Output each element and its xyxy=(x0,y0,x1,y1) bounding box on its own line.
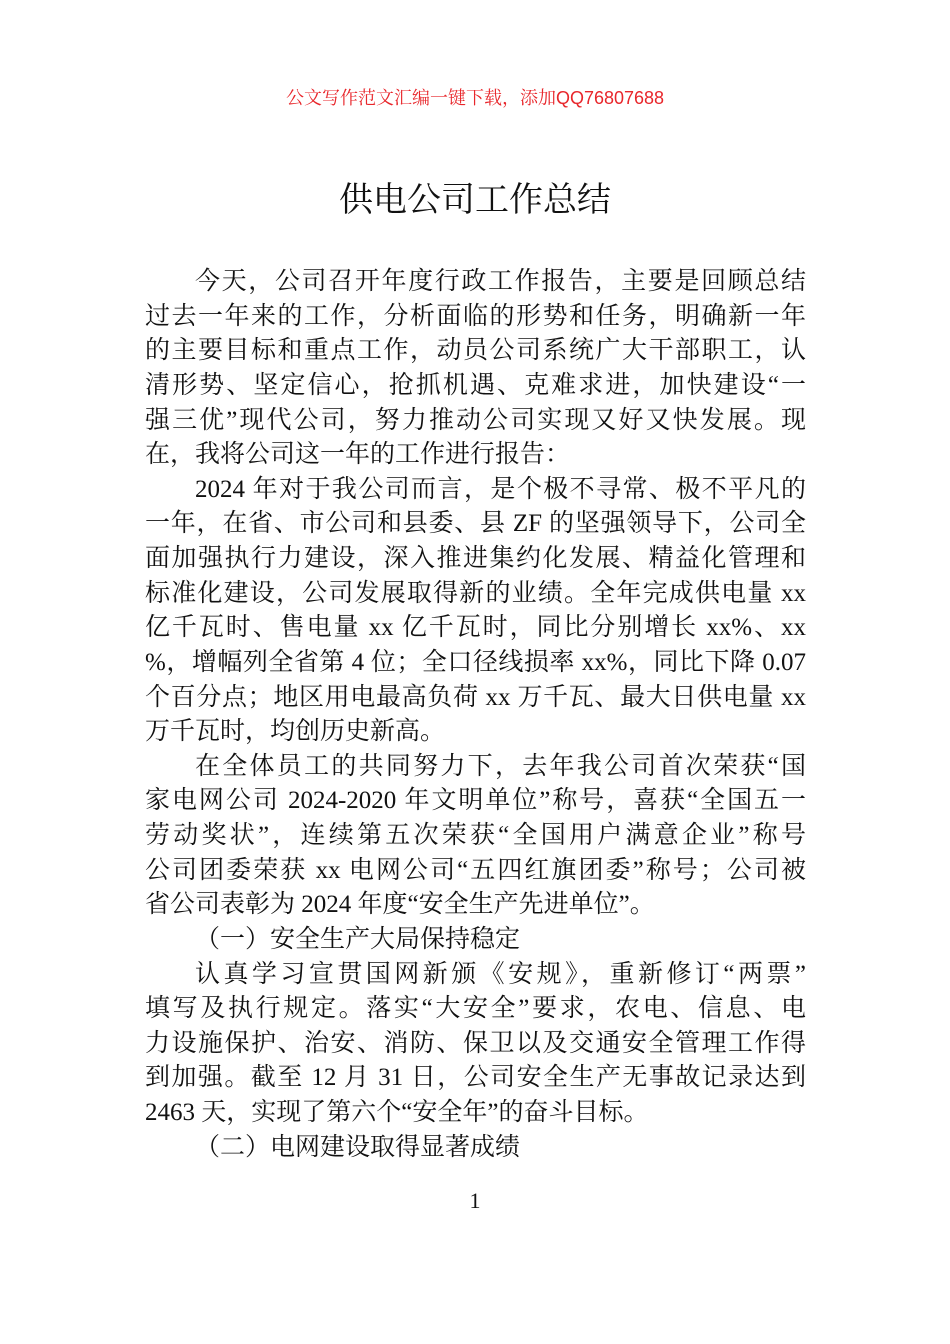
text-line: 过去一年来的工作，分析面临的形势和任务，明确新一年 xyxy=(145,302,806,330)
text-line: 公司团委荣获 xx 电网公司“五四红旗团委”称号；公司被 xyxy=(145,856,806,884)
text-line: 万千瓦时，均创历史新高。 xyxy=(145,718,446,746)
text-line: 劳动奖状”，连续第五次荣获“全国用户满意企业”称号 xyxy=(145,822,806,849)
text-line: 今天，公司召开年度行政工作报告，主要是回顾总结 xyxy=(195,268,806,295)
section-heading xyxy=(145,923,806,958)
text-line: 面加强执行力建设，深入推进集约化发展、精益化管理和 xyxy=(145,545,806,572)
text-line: %，增幅列全省第 4 位；全口径线损率 xx%，同比下降 0.07 xyxy=(145,648,806,676)
paragraph xyxy=(145,265,806,473)
text-line: 家电网公司 2024-2020 年文明单位”称号，喜获“全国五一 xyxy=(145,787,806,815)
text-line: 一年，在省、市公司和县委、县 ZF 的坚强领导下，公司全 xyxy=(145,510,806,538)
section-heading xyxy=(145,1131,806,1166)
text-line: 个百分点；地区用电最高负荷 xx 万千瓦、最大日供电量 xx xyxy=(145,683,806,711)
text-line: 到加强。截至 12 月 31 日，公司安全生产无事故记录达到 xyxy=(145,1064,806,1092)
text-line: 力设施保护、治安、消防、保卫以及交通安全管理工作得 xyxy=(145,1029,806,1057)
text-line: 在全体员工的共同努力下，去年我公司首次荣获“国 xyxy=(195,752,806,780)
text-line: 省公司表彰为 2024 年度“安全生产先进单位”。 xyxy=(145,891,655,919)
paragraph xyxy=(145,473,806,750)
text-line: 2463 天，实现了第六个“安全年”的奋斗目标。 xyxy=(145,1099,649,1126)
text-line: 强三优”现代公司，努力推动公司实现又好又快发展。现 xyxy=(145,406,806,434)
text-line: 2024 年对于我公司而言，是个极不寻常、极不平凡的 xyxy=(195,475,806,503)
text-line: 填写及执行规定。落实“大安全”要求，农电、信息、电 xyxy=(145,995,806,1023)
text-line: 的主要目标和重点工作，动员公司系统广大干部职工，认 xyxy=(145,337,806,365)
paragraph xyxy=(145,750,806,923)
text-line: 在，我将公司这一年的工作进行报告： xyxy=(145,441,571,469)
text-line: 清形势、坚定信心，抢抓机遇、克难求进，加快建设“一 xyxy=(145,371,806,399)
document-body xyxy=(145,265,806,1165)
watermark-header: 公文写作范文汇编一键下载，添加QQ76807688 xyxy=(285,88,665,108)
text-line: （一）安全生产大局保持稳定 xyxy=(195,925,521,953)
text-line: 标准化建设，公司发展取得新的业绩。全年完成供电量 xx xyxy=(145,579,806,607)
page-number: 1 xyxy=(469,1188,481,1213)
paragraph xyxy=(145,958,806,1131)
text-line: （二）电网建设取得显著成绩 xyxy=(195,1133,521,1161)
text-line: 认真学习宣贯国网新颁《安规》，重新修订“两票” xyxy=(195,960,806,988)
text-line: 亿千瓦时、售电量 xx 亿千瓦时，同比分别增长 xx%、xx xyxy=(145,614,806,642)
document-title: 供电公司工作总结 xyxy=(339,181,611,219)
